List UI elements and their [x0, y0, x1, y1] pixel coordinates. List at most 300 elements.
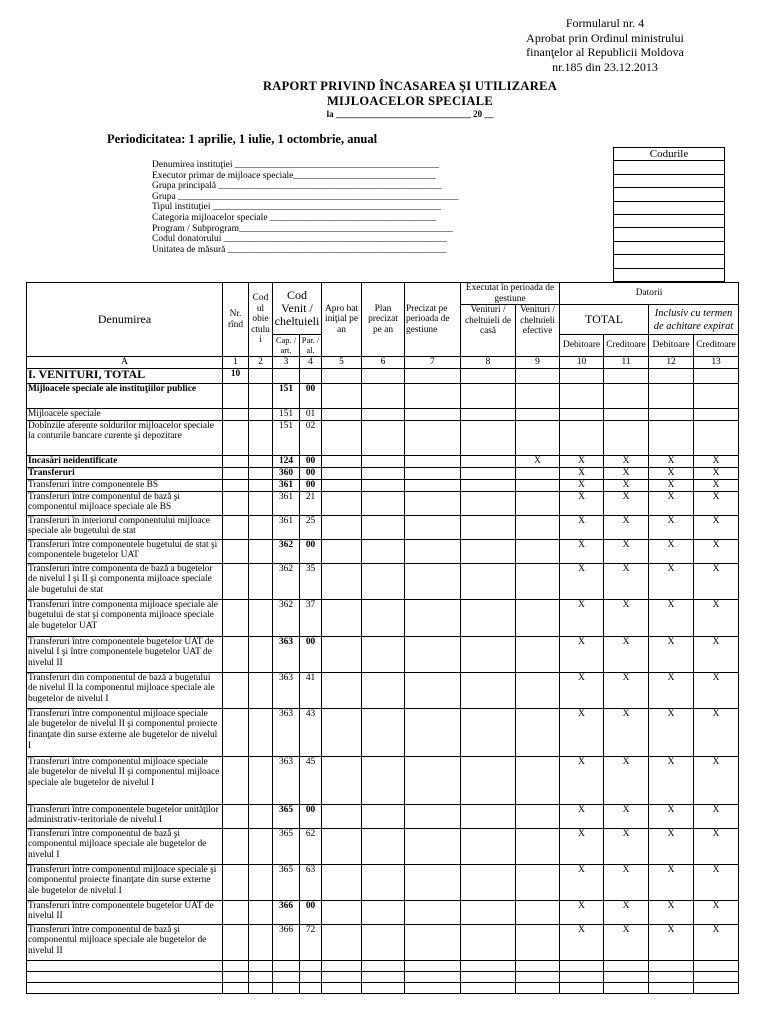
- row-name: Transferuri între componentul mijloace speciale ale bugetelor de nivelul II şi componentul proiecte finanţate din surse externe ale bugetelor de nivelul I: [27, 708, 223, 756]
- value-cell[interactable]: [461, 563, 516, 599]
- value-cell[interactable]: [560, 420, 604, 455]
- row-cod-obiect[interactable]: [249, 539, 273, 563]
- x-mark: X: [604, 479, 649, 491]
- table-row: [27, 563, 739, 599]
- code-cell[interactable]: [614, 214, 725, 227]
- value-cell[interactable]: [516, 408, 560, 420]
- table-row: [27, 960, 739, 971]
- value-cell[interactable]: [362, 672, 405, 708]
- value-cell[interactable]: [362, 479, 405, 491]
- value-cell[interactable]: [516, 636, 560, 672]
- value-cell[interactable]: [362, 960, 405, 971]
- row-name: Transferuri între componentele BS: [27, 479, 223, 491]
- row-name: Transferuri între componentul de bază şi componentul mijloace speciale ale bugetelor de nivelul II: [27, 924, 223, 960]
- row-cod-obiect[interactable]: [249, 828, 273, 864]
- col-debitoare-expirat: Debitoare: [649, 335, 694, 357]
- value-cell[interactable]: [405, 924, 461, 960]
- row-cod-obiect[interactable]: [249, 408, 273, 420]
- value-cell[interactable]: [405, 960, 461, 971]
- value-cell[interactable]: [461, 636, 516, 672]
- row-par-al: 41: [300, 672, 322, 708]
- table-row: [27, 539, 739, 563]
- x-mark: X: [694, 864, 739, 900]
- x-mark: X: [604, 563, 649, 599]
- value-cell[interactable]: [694, 982, 739, 993]
- field-line: Executor primar de mijloace speciale______________________________: [152, 170, 436, 181]
- value-cell[interactable]: [405, 804, 461, 828]
- value-cell[interactable]: [362, 455, 405, 467]
- x-mark: X: [649, 804, 694, 828]
- value-cell[interactable]: [461, 982, 516, 993]
- value-cell[interactable]: [362, 982, 405, 993]
- value-cell[interactable]: [694, 971, 739, 982]
- value-cell[interactable]: [405, 708, 461, 756]
- value-cell[interactable]: [405, 408, 461, 420]
- row-cod-obiect[interactable]: [249, 900, 273, 924]
- row-cod-obiect[interactable]: [249, 924, 273, 960]
- x-mark: X: [560, 599, 604, 636]
- row-number: [223, 491, 249, 515]
- field-line: Program / Subprogram_____________________________________________: [152, 223, 453, 234]
- value-cell[interactable]: [461, 539, 516, 563]
- value-cell[interactable]: [322, 467, 362, 479]
- column-number: 12: [649, 357, 694, 369]
- row-cod-obiect[interactable]: [249, 982, 273, 993]
- row-number: [223, 539, 249, 563]
- x-mark: X: [649, 599, 694, 636]
- row-cod-obiect[interactable]: [249, 756, 273, 804]
- value-cell[interactable]: [461, 383, 516, 408]
- value-cell[interactable]: [362, 563, 405, 599]
- x-mark: X: [694, 467, 739, 479]
- code-cell[interactable]: [614, 188, 725, 201]
- row-cod-obiect[interactable]: [249, 864, 273, 900]
- value-cell[interactable]: [405, 636, 461, 672]
- value-cell[interactable]: [604, 383, 649, 408]
- row-cod-obiect[interactable]: [249, 455, 273, 467]
- row-cod-obiect[interactable]: [249, 960, 273, 971]
- field-line: Codul donatorului _______________________________________________: [152, 234, 448, 245]
- x-mark: X: [649, 539, 694, 563]
- row-cod-obiect[interactable]: [249, 467, 273, 479]
- value-cell[interactable]: [649, 982, 694, 993]
- col-total: TOTAL: [560, 305, 649, 335]
- row-cap-art: 151: [273, 383, 300, 408]
- row-cod-obiect[interactable]: [249, 708, 273, 756]
- value-cell[interactable]: [604, 960, 649, 971]
- value-cell[interactable]: [516, 804, 560, 828]
- x-mark: X: [694, 672, 739, 708]
- row-name: Mijloacele speciale: [27, 408, 223, 420]
- report-table: [26, 282, 739, 994]
- row-name: Transferuri între componentul mijloace speciale şi componentul proiecte finanţate din surse externe ale bugetelor de nivelul I: [27, 864, 223, 900]
- value-cell[interactable]: [405, 756, 461, 804]
- value-cell[interactable]: [461, 924, 516, 960]
- row-cod-obiect[interactable]: [249, 636, 273, 672]
- value-cell[interactable]: [649, 383, 694, 408]
- x-mark: X: [560, 539, 604, 563]
- value-cell[interactable]: [322, 479, 362, 491]
- col-cap-art: Cap. / art.: [273, 335, 300, 357]
- value-cell[interactable]: [362, 828, 405, 864]
- row-name: Transferuri între componentele bugetelor unităţilor administrativ-teritoriale de nivelul I: [27, 804, 223, 828]
- row-number: [223, 960, 249, 971]
- x-mark: X: [560, 864, 604, 900]
- value-cell[interactable]: [560, 960, 604, 971]
- value-cell[interactable]: [362, 383, 405, 408]
- value-cell[interactable]: [322, 383, 362, 408]
- row-cod-obiect[interactable]: [249, 563, 273, 599]
- value-cell[interactable]: [362, 408, 405, 420]
- value-cell[interactable]: [694, 960, 739, 971]
- row-cod-obiect[interactable]: [249, 599, 273, 636]
- row-number: [223, 982, 249, 993]
- value-cell[interactable]: [516, 708, 560, 756]
- value-cell[interactable]: [322, 539, 362, 563]
- value-cell[interactable]: [649, 420, 694, 455]
- value-cell[interactable]: [362, 864, 405, 900]
- row-cod-obiect[interactable]: [249, 804, 273, 828]
- row-par-al: 02: [300, 420, 322, 455]
- value-cell[interactable]: [461, 828, 516, 864]
- value-cell[interactable]: [362, 420, 405, 455]
- value-cell[interactable]: [461, 900, 516, 924]
- col-venit-casa: Venituri / cheltuieli de casă: [461, 305, 516, 357]
- value-cell[interactable]: [461, 756, 516, 804]
- value-cell[interactable]: [405, 383, 461, 408]
- value-cell[interactable]: [461, 491, 516, 515]
- col-precizat: Precizat pe perioada de gestiune: [405, 283, 461, 357]
- value-cell[interactable]: [516, 383, 560, 408]
- row-par-al: 72: [300, 924, 322, 960]
- row-name: Transferuri între componenta mijloace speciale ale bugetului de stat şi componenta mijloace speciale ale bugetelor UAT: [27, 599, 223, 636]
- value-cell[interactable]: [405, 864, 461, 900]
- value-cell[interactable]: [604, 368, 649, 383]
- value-cell[interactable]: [322, 636, 362, 672]
- value-cell[interactable]: [405, 479, 461, 491]
- form-number: Formularul nr. 4: [565, 16, 645, 30]
- value-cell[interactable]: [461, 479, 516, 491]
- row-cod-obiect[interactable]: [249, 971, 273, 982]
- value-cell[interactable]: [362, 491, 405, 515]
- column-number: 4: [300, 357, 322, 369]
- x-mark: X: [604, 828, 649, 864]
- row-par-al: 35: [300, 563, 322, 599]
- x-mark: X: [604, 708, 649, 756]
- value-cell[interactable]: [405, 539, 461, 563]
- row-number: [223, 479, 249, 491]
- col-executat: Executat în perioada de gestiune: [461, 283, 560, 305]
- value-cell[interactable]: [362, 756, 405, 804]
- col-plan: Plan precizat pe an: [362, 283, 405, 357]
- x-mark: X: [604, 924, 649, 960]
- x-mark: X: [694, 491, 739, 515]
- row-cap-art: 365: [273, 828, 300, 864]
- x-mark: X: [560, 467, 604, 479]
- value-cell[interactable]: [362, 900, 405, 924]
- value-cell[interactable]: X: [516, 455, 560, 467]
- value-cell[interactable]: [461, 599, 516, 636]
- row-number: [223, 467, 249, 479]
- row-cod-obiect[interactable]: [249, 368, 273, 383]
- value-cell[interactable]: [516, 599, 560, 636]
- value-cell[interactable]: [322, 420, 362, 455]
- value-cell[interactable]: [362, 924, 405, 960]
- value-cell[interactable]: [516, 479, 560, 491]
- x-mark: X: [604, 539, 649, 563]
- value-cell[interactable]: [362, 599, 405, 636]
- row-number: [223, 636, 249, 672]
- row-par-al: 62: [300, 828, 322, 864]
- value-cell[interactable]: [322, 672, 362, 708]
- value-cell[interactable]: [322, 971, 362, 982]
- value-cell[interactable]: [649, 408, 694, 420]
- column-number: 7: [405, 357, 461, 369]
- table-row: [27, 756, 739, 804]
- value-cell[interactable]: [461, 864, 516, 900]
- value-cell[interactable]: [405, 900, 461, 924]
- code-cell[interactable]: [614, 174, 725, 187]
- value-cell[interactable]: [560, 408, 604, 420]
- row-cod-obiect[interactable]: [249, 383, 273, 408]
- value-cell[interactable]: [322, 563, 362, 599]
- value-cell[interactable]: [405, 599, 461, 636]
- value-cell[interactable]: [516, 864, 560, 900]
- value-cell[interactable]: [516, 368, 560, 383]
- value-cell[interactable]: [461, 408, 516, 420]
- row-cap-art: [273, 368, 300, 383]
- value-cell[interactable]: [322, 408, 362, 420]
- value-cell[interactable]: [516, 672, 560, 708]
- row-cap-art: 151: [273, 420, 300, 455]
- x-mark: X: [560, 563, 604, 599]
- value-cell[interactable]: [694, 368, 739, 383]
- value-cell[interactable]: [362, 708, 405, 756]
- x-mark: X: [694, 515, 739, 539]
- value-cell[interactable]: [322, 455, 362, 467]
- row-cod-obiect[interactable]: [249, 672, 273, 708]
- row-cod-obiect[interactable]: [249, 515, 273, 539]
- value-cell[interactable]: [516, 900, 560, 924]
- row-name: Transferuri: [27, 467, 223, 479]
- row-name: Dobînzile aferente soldurilor mijloacelor speciale la conturile bancare curente şi depozitare: [27, 420, 223, 455]
- value-cell[interactable]: [461, 708, 516, 756]
- value-cell[interactable]: [405, 563, 461, 599]
- value-cell[interactable]: [405, 491, 461, 515]
- x-mark: X: [694, 804, 739, 828]
- column-number: 8: [461, 357, 516, 369]
- value-cell[interactable]: [649, 971, 694, 982]
- x-mark: X: [694, 563, 739, 599]
- x-mark: X: [694, 900, 739, 924]
- row-name: [27, 971, 223, 982]
- row-number: [223, 864, 249, 900]
- x-mark: X: [604, 756, 649, 804]
- value-cell[interactable]: [516, 971, 560, 982]
- x-mark: X: [560, 708, 604, 756]
- code-cell[interactable]: [614, 161, 725, 174]
- value-cell[interactable]: [516, 924, 560, 960]
- value-cell[interactable]: [461, 672, 516, 708]
- row-cap-art: 363: [273, 636, 300, 672]
- col-denumirea: Denumirea: [27, 283, 223, 357]
- value-cell[interactable]: [516, 756, 560, 804]
- value-cell[interactable]: [362, 539, 405, 563]
- value-cell[interactable]: [322, 599, 362, 636]
- value-cell[interactable]: [461, 455, 516, 467]
- code-cell[interactable]: [614, 201, 725, 214]
- table-row: [27, 708, 739, 756]
- value-cell[interactable]: [322, 491, 362, 515]
- value-cell[interactable]: [461, 971, 516, 982]
- value-cell[interactable]: [322, 924, 362, 960]
- value-cell[interactable]: [516, 828, 560, 864]
- value-cell[interactable]: [405, 467, 461, 479]
- row-name: Încasări neidentificate: [27, 455, 223, 467]
- x-mark: X: [649, 756, 694, 804]
- approval-line: Aprobat prin Ordinul ministrului: [526, 30, 684, 45]
- value-cell[interactable]: [516, 420, 560, 455]
- value-cell[interactable]: [649, 368, 694, 383]
- value-cell[interactable]: [405, 971, 461, 982]
- value-cell[interactable]: [516, 960, 560, 971]
- value-cell[interactable]: [362, 368, 405, 383]
- row-number: [223, 900, 249, 924]
- table-row: [27, 864, 739, 900]
- row-name: Transferuri între componentele bugetului de stat şi componentele bugetelor UAT: [27, 539, 223, 563]
- column-number: 1: [223, 357, 249, 369]
- code-cell[interactable]: [614, 228, 725, 241]
- value-cell[interactable]: [604, 408, 649, 420]
- row-cap-art: 362: [273, 599, 300, 636]
- order-number: nr.185 din 23.12.2013: [552, 59, 658, 74]
- value-cell[interactable]: [405, 455, 461, 467]
- value-cell[interactable]: [560, 982, 604, 993]
- row-cap-art: [273, 971, 300, 982]
- column-number: 3: [273, 357, 300, 369]
- report-date-line: la ______________________________ 20 __: [326, 109, 494, 119]
- x-mark: X: [604, 804, 649, 828]
- row-cod-obiect[interactable]: [249, 491, 273, 515]
- value-cell[interactable]: [322, 804, 362, 828]
- value-cell[interactable]: [461, 420, 516, 455]
- value-cell[interactable]: [405, 515, 461, 539]
- x-mark: X: [604, 467, 649, 479]
- value-cell[interactable]: [649, 960, 694, 971]
- x-mark: X: [560, 479, 604, 491]
- row-cod-obiect[interactable]: [249, 479, 273, 491]
- value-cell[interactable]: [405, 420, 461, 455]
- x-mark: X: [649, 672, 694, 708]
- value-cell[interactable]: [322, 864, 362, 900]
- value-cell[interactable]: [362, 515, 405, 539]
- value-cell[interactable]: [322, 515, 362, 539]
- col-aprobat: Apro bat iniţial pe an: [322, 283, 362, 357]
- report-title-line1: RAPORT PRIVIND ÎNCASAREA ŞI UTILIZAREA: [262, 79, 558, 93]
- value-cell[interactable]: [604, 982, 649, 993]
- row-number: [223, 828, 249, 864]
- value-cell[interactable]: [322, 708, 362, 756]
- value-cell[interactable]: [560, 368, 604, 383]
- code-cell[interactable]: [614, 255, 725, 268]
- row-number: [223, 455, 249, 467]
- value-cell[interactable]: [694, 408, 739, 420]
- value-cell[interactable]: [604, 971, 649, 982]
- value-cell[interactable]: [560, 383, 604, 408]
- table-row: [27, 491, 739, 515]
- row-number: [223, 924, 249, 960]
- value-cell[interactable]: [405, 368, 461, 383]
- table-row: [27, 924, 739, 960]
- row-cap-art: 362: [273, 539, 300, 563]
- value-cell[interactable]: [461, 515, 516, 539]
- x-mark: X: [649, 467, 694, 479]
- x-mark: X: [649, 708, 694, 756]
- value-cell[interactable]: [516, 515, 560, 539]
- value-cell[interactable]: [322, 828, 362, 864]
- value-cell[interactable]: [362, 971, 405, 982]
- x-mark: X: [694, 599, 739, 636]
- value-cell[interactable]: [694, 420, 739, 455]
- row-par-al: 25: [300, 515, 322, 539]
- row-par-al: [300, 971, 322, 982]
- value-cell[interactable]: [362, 636, 405, 672]
- value-cell[interactable]: [362, 467, 405, 479]
- x-mark: X: [560, 900, 604, 924]
- row-name: I. VENITURI, TOTAL: [27, 368, 223, 383]
- value-cell[interactable]: [405, 982, 461, 993]
- column-number: 6: [362, 357, 405, 369]
- value-cell[interactable]: [516, 467, 560, 479]
- value-cell[interactable]: [322, 900, 362, 924]
- row-name: Transferuri în interiorul componentului mijloace speciale ale bugetului de stat: [27, 515, 223, 539]
- col-cod-venit: Cod Venit / cheltuieli: [273, 283, 322, 335]
- value-cell[interactable]: [516, 563, 560, 599]
- row-par-al: 00: [300, 636, 322, 672]
- value-cell[interactable]: [516, 539, 560, 563]
- value-cell[interactable]: [461, 960, 516, 971]
- row-cod-obiect[interactable]: [249, 420, 273, 455]
- value-cell[interactable]: [604, 420, 649, 455]
- value-cell[interactable]: [362, 804, 405, 828]
- value-cell[interactable]: [405, 828, 461, 864]
- field-line: Denumirea instituţiei ___________________________________________: [152, 160, 440, 170]
- value-cell[interactable]: [516, 491, 560, 515]
- code-cell[interactable]: [614, 241, 725, 254]
- value-cell[interactable]: [405, 672, 461, 708]
- value-cell[interactable]: [461, 804, 516, 828]
- value-cell[interactable]: [516, 982, 560, 993]
- row-number: [223, 672, 249, 708]
- value-cell[interactable]: [694, 383, 739, 408]
- code-cell[interactable]: [614, 268, 725, 281]
- value-cell[interactable]: [560, 971, 604, 982]
- row-par-al: 00: [300, 804, 322, 828]
- value-cell[interactable]: [322, 960, 362, 971]
- x-mark: X: [560, 636, 604, 672]
- row-par-al: [300, 960, 322, 971]
- identification-fields: [152, 160, 458, 255]
- value-cell[interactable]: [461, 467, 516, 479]
- value-cell[interactable]: [461, 368, 516, 383]
- report-title: [0, 79, 768, 109]
- x-mark: X: [649, 828, 694, 864]
- value-cell[interactable]: [322, 368, 362, 383]
- value-cell[interactable]: [322, 982, 362, 993]
- value-cell[interactable]: [322, 756, 362, 804]
- row-par-al: 00: [300, 467, 322, 479]
- x-mark: X: [694, 828, 739, 864]
